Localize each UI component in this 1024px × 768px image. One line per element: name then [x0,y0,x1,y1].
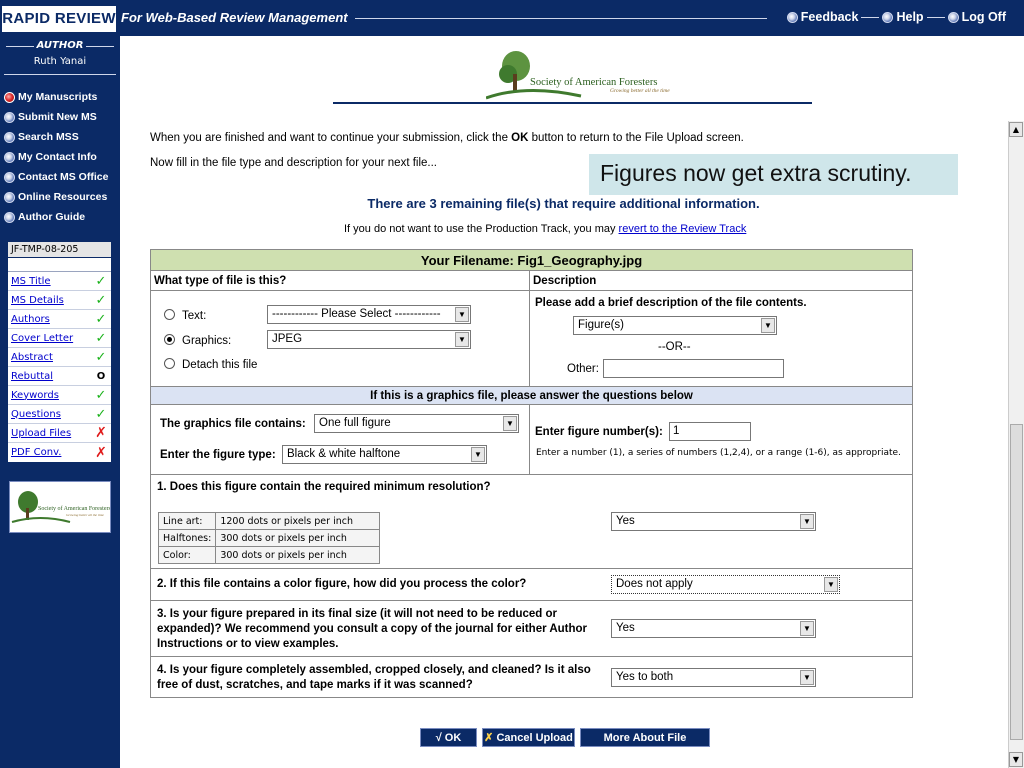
help-link[interactable] [882,10,923,24]
x-icon: ✗ [95,425,107,441]
bullet-icon [4,92,15,103]
bullet-icon [787,12,798,23]
nav-submit-new-ms[interactable] [4,107,108,127]
chevron-down-icon: ▼ [503,416,517,431]
author-name: Ruth Yanai [33,56,87,67]
chevron-down-icon: ▼ [761,318,775,333]
scroll-down-icon[interactable]: ▼ [1009,752,1023,767]
table-row [159,530,380,547]
bullet-icon [4,152,15,163]
org-tagline: Growing better all the time [610,88,670,94]
table-row [159,513,380,530]
x-icon: ✗ [95,444,107,461]
cancel-upload-button[interactable] [482,728,575,747]
q1-answer-select[interactable] [611,512,816,531]
bullet-icon [4,172,15,183]
graphics-questions-header: If this is a graphics file, please answer the questions below [151,386,912,405]
check-icon: ✓ [95,406,107,422]
table-row [159,547,380,564]
nav-label: Submit New MS [18,111,97,123]
file-info-form [150,249,913,698]
production-text: If you do not want to use the Production Track, you may [344,223,619,235]
cancel-label: Cancel Upload [496,732,573,744]
chevron-down-icon: ▼ [800,670,814,685]
org-name-small: Society of American Foresters [38,506,110,512]
saf-logo [486,46,676,100]
status-row [8,291,111,310]
col-section: Section [11,259,49,270]
chevron-down-icon: ▼ [455,307,469,322]
figure-number-input[interactable]: 1 [669,422,751,441]
revert-review-track-link[interactable]: revert to the Review Track [618,223,747,235]
divider [151,290,912,291]
instruction-text: button to return to the File Upload screen. [528,132,744,144]
desc-header: Description [533,275,597,287]
divider [151,474,912,475]
question-3: 3. Is your figure prepared in its final size (it will not need to be reduced or expanded)? We recommend you consult a copy of the journal for either Author Instructions or to view examples. [157,608,588,650]
type-header: What type of file is this? [154,275,287,287]
section-link[interactable]: Cover Letter [11,332,74,344]
chevron-down-icon: ▼ [800,514,814,529]
graphics-type-select[interactable] [267,330,471,349]
divider [333,102,812,104]
fignum-label: Enter figure number(s): [535,426,663,438]
divider [151,656,912,657]
org-name: Society of American Foresters [530,77,658,88]
divider [529,405,530,474]
select-value: Yes [616,515,635,527]
desc-prompt: Please add a brief description of the file contents. [535,297,807,309]
nav-my-manuscripts[interactable] [4,87,108,107]
question-4: 4. Is your figure completely assembled, cropped closely, and cleaned? Is it also free of dust, scratches, and tape marks if it was scanned? [157,664,591,691]
scroll-thumb[interactable] [1010,424,1023,740]
close-icon: ✗ [484,732,497,744]
check-icon: ✓ [95,292,107,308]
radio-text[interactable] [164,309,175,320]
res-type: Line art: [159,513,216,530]
check-icon: ✓ [95,311,107,327]
ok-button[interactable]: √ OK [420,728,477,747]
res-value: 300 dots or pixels per inch [216,547,380,564]
section-link[interactable]: MS Details [11,294,64,306]
status-row [8,405,111,424]
tree-icon [10,482,110,532]
filename-label: Your Filename: Fig1_Geography.jpg [151,250,912,271]
app-tagline: For Web-Based Review Management [121,10,348,25]
sidebar [0,36,120,768]
status-row [8,443,111,462]
q3-answer-select[interactable] [611,619,816,638]
res-value: 300 dots or pixels per inch [216,530,380,547]
production-track-note [344,223,746,235]
org-tagline-small: Growing better all the time [66,513,104,517]
res-type: Halftones: [159,530,216,547]
status-row [8,329,111,348]
nav-label: Contact MS Office [18,171,109,183]
check-icon: ✓ [95,273,107,289]
nav-label: Author Guide [18,211,86,223]
instruction-2: Now fill in the file type and description for your next file... [150,157,438,169]
description-select[interactable] [573,316,777,335]
saf-logo-small [9,481,111,533]
q4-answer-select[interactable] [611,668,816,687]
other-label: Other: [567,363,599,375]
logoff-label: Log Off [961,10,1006,24]
nav-contact-ms-office[interactable] [4,167,108,187]
chevron-down-icon: ▼ [800,621,814,636]
nav-label: My Contact Info [18,151,97,163]
check-icon: ✓ [95,330,107,346]
instruction-text: When you are finished and want to continue your submission, click the [150,132,512,144]
other-description-input[interactable] [603,359,784,378]
col-status: Status [76,259,108,270]
or-label: --OR-- [658,341,691,353]
status-table [7,241,112,463]
radio-graphics[interactable] [164,334,175,345]
nav-label: Search MSS [18,131,79,143]
divider [4,74,116,75]
bullet-icon [948,12,959,23]
section-link[interactable]: Keywords [11,389,59,401]
radio-detach-label: Detach this file [182,359,258,371]
remaining-files-notice: There are 3 remaining file(s) that require additional information. [367,196,760,211]
divider [529,271,530,386]
header-links [787,10,1006,24]
header-rule [355,18,767,19]
bullet-icon [4,212,15,223]
section-link[interactable]: Authors [11,313,50,325]
file-formats-button[interactable]: More About File Formats [580,728,710,747]
status-row [8,386,111,405]
section-link[interactable]: MS Title [11,275,51,287]
circle-icon: O [96,370,106,382]
section-link[interactable]: PDF Conv. [11,447,62,458]
resolution-table [158,512,380,564]
nav-label: Online Resources [18,191,108,203]
chevron-down-icon: ▼ [471,447,485,462]
radio-detach[interactable] [164,358,175,369]
select-value: Figure(s) [578,319,625,331]
section-link[interactable]: Abstract [11,351,53,363]
divider [151,600,912,601]
select-value: One full figure [319,417,391,429]
app-logo: RAPID REVIEW [2,6,116,32]
graphics-contains-select[interactable] [314,414,519,433]
question-2: 2. If this file contains a color figure, how did you process the color? [157,578,527,590]
logoff-link[interactable] [948,10,1006,24]
section-link[interactable]: Questions [11,408,61,420]
select-value: JPEG [272,333,303,345]
top-bar [0,0,1024,36]
select-value: Yes [616,622,635,634]
nav-my-contact-info[interactable] [4,147,108,167]
status-row [8,310,111,329]
bullet-icon [4,132,15,143]
instruction-ok: OK [511,132,529,144]
check-icon: ✓ [95,349,107,365]
status-row [8,348,111,367]
bullet-icon [882,12,893,23]
feedback-link[interactable] [787,10,859,24]
select-value: Yes to both [616,671,674,683]
q2-answer-select[interactable] [611,575,840,594]
select-value: Black & white halftone [287,448,401,460]
status-row [8,272,111,291]
question-1: 1. Does this figure contain the required minimum resolution? [157,481,491,493]
status-row [8,424,111,443]
nav-label: My Manuscripts [18,91,98,103]
chevron-down-icon: ▼ [824,577,838,592]
scroll-up-icon[interactable]: ▲ [1009,122,1023,137]
manuscript-id: JF-TMP-08-205 [8,242,111,258]
chevron-down-icon: ▼ [455,332,469,347]
select-value: ------------ Please Select ------------ [272,308,441,320]
instruction-1 [150,132,744,144]
section-link[interactable]: Upload Files [11,427,72,439]
radio-graphics-label: Graphics: [182,335,232,347]
figure-type-select[interactable] [282,445,487,464]
res-value: 1200 dots or pixels per inch [216,513,380,530]
contains-label: The graphics file contains: [160,418,306,430]
nav-search-mss[interactable] [4,127,108,147]
bullet-icon [4,112,15,123]
callout-note: Figures now get extra scrutiny. [589,154,958,195]
status-header [8,258,111,272]
fignum-help: Enter a number (1), a series of numbers (1,2,4), or a range (1-6), as appropriate. [536,448,901,458]
figtype-label: Enter the figure type: [160,449,276,461]
status-row [8,367,111,386]
author-heading: AUTHOR [6,40,114,51]
radio-text-label: Text: [182,310,207,322]
feedback-label: Feedback [800,10,859,24]
res-type: Color: [159,547,216,564]
divider [151,568,912,569]
select-value: Does not apply [616,578,693,590]
text-type-select[interactable] [267,305,471,324]
help-label: Help [896,10,924,24]
section-link[interactable]: Rebuttal [11,370,54,382]
check-icon: ✓ [95,387,107,403]
